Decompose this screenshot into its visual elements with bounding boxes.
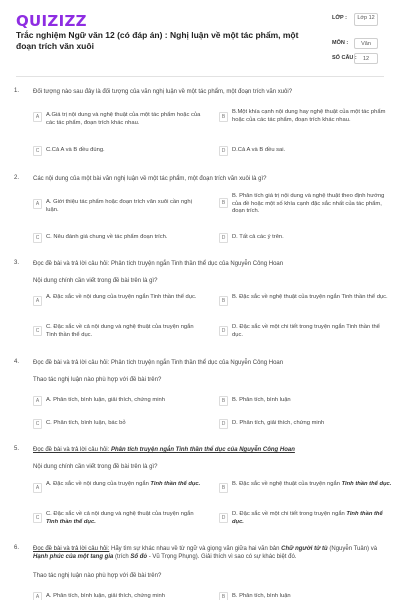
question-text [33, 545, 383, 561]
option-letter: A [33, 296, 42, 306]
quizizz-logo[interactable]: QUIZIZZ [16, 12, 87, 30]
class-value: Lớp 12 [354, 13, 378, 26]
option-text: B. Đặc sắc về nghệ thuật của truyện ngắn Tinh thần thể dục. [232, 294, 388, 300]
option-letter: A [33, 396, 42, 406]
option-letter: B [219, 112, 228, 122]
worksheet-title: Trắc nghiệm Ngữ văn 12 (có đáp án) : Nghị luận về một tác phẩm, một đoạn trích văn xuôi [16, 30, 299, 51]
question-part: - Vũ Trọng Phụng). Giải thích vì sao có sự khác biệt đó. [147, 554, 297, 560]
option-plain: B. Đặc sắc về nghệ thuật của truyện ngắn [232, 481, 342, 487]
option-text: A.Giá trị nội dung và nghệ thuật của một tác phẩm hoặc của các tác phẩm, đoạn trích khác nhau. [46, 112, 201, 126]
option-text: A. Phân tích, bình luận, giải thích, chứng minh [46, 397, 165, 403]
question-prompt: Nội dung chính cần viết trong đề bài trên là gì? [33, 278, 158, 284]
option-text: B.Một khía cạnh nội dung hay nghệ thuật của một tác phẩm hoặc của các tác phẩm, đoạn trích khác nhau. [232, 109, 386, 123]
class-row [332, 13, 392, 27]
option-letter: C [33, 146, 42, 156]
option-letter: A [33, 199, 42, 209]
option-text: C. Đặc sắc về cả nội dung và nghệ thuật của truyện ngắn Tinh thần thể dục. [46, 324, 194, 338]
question-emphasis: Hạnh phúc của một tang gia [33, 554, 114, 560]
subject-label: MÔN : [332, 40, 349, 46]
option-plain: D. Đặc sắc về một chi tiết trong truyện ngắn [232, 511, 347, 517]
question-lead: Đọc đề bài và trả lời câu hỏi: [33, 447, 111, 453]
option-text: C. Nêu đánh giá chung về tác phẩm đoạn trích. [46, 234, 168, 240]
option-letter: B [219, 396, 228, 406]
option-letter: B [219, 198, 228, 208]
option-letter: C [33, 513, 42, 523]
option-letter: D [219, 326, 228, 336]
count-row [332, 53, 392, 67]
option-text [232, 511, 392, 526]
question-number: 1. [14, 88, 20, 94]
option-emphasis: Tinh thần thể dục. [150, 481, 201, 487]
option-emphasis: Tinh thần thể dục. [232, 511, 383, 525]
question-text [33, 446, 383, 454]
option-text [46, 481, 206, 489]
option-letter: B [219, 592, 228, 600]
question-text: Các nội dung của một bài văn nghị luận về một tác phẩm, một đoạn trích văn xuôi là gì? [33, 176, 267, 182]
option-text: C.Cả A và B đều đúng. [46, 147, 105, 153]
option-text: B. Phân tích, bình luận [232, 593, 291, 599]
header-divider [16, 76, 384, 77]
question-number: 4. [14, 359, 20, 365]
option-letter: B [219, 296, 228, 306]
question-emphasis: Phân tích truyện ngắn Tinh thần thể dục của Nguyễn Công Hoan [110, 447, 295, 453]
question-number: 5. [14, 446, 20, 452]
option-text: A. Phân tích, bình luận, giải thích, chứng minh [46, 593, 165, 599]
question-text: Đọc đề bài và trả lời câu hỏi: Phân tích truyện ngắn Tinh thần thể dục của Nguyễn Công Hoan [33, 360, 284, 366]
option-letter: A [33, 483, 42, 493]
question-text: Đối tượng nào sau đây là đối tượng của văn nghị luận về một tác phẩm, một đoạn trích văn xuôi? [33, 89, 293, 95]
count-label: SỐ CÂU : [332, 55, 357, 61]
question-prompt: Thao tác nghị luận nào phù hợp với đề bài trên? [33, 573, 162, 579]
option-text: D. Phân tích, giải thích, chứng minh [232, 420, 325, 426]
option-letter: D [219, 513, 228, 523]
question-part: Hãy tìm sự khác nhau về từ ngữ và giọng văn giữa hai văn bản [109, 546, 282, 552]
option-text [46, 511, 206, 526]
question-emphasis: Số đỏ [130, 554, 148, 560]
subject-row [332, 38, 392, 52]
question-prompt: Thao tác nghị luận nào phù hợp với đề bài trên? [33, 377, 162, 383]
option-text: C. Phân tích, bình luận, bác bỏ [46, 420, 126, 426]
option-text: D.Cả A và B đều sai. [232, 147, 286, 153]
question-emphasis: Chữ người tử tù [281, 546, 328, 552]
option-text: B. Phân tích, bình luận [232, 397, 291, 403]
question-number: 6. [14, 545, 20, 551]
question-text: Đọc đề bài và trả lời câu hỏi: Phân tích truyện ngắn Tinh thần thể dục của Nguyễn Công Hoan [33, 261, 284, 267]
option-text: D. Tất cả các ý trên. [232, 234, 284, 240]
option-emphasis: Tinh thần thể dục. [341, 481, 392, 487]
option-plain: C. Đặc sắc về cả nội dung và nghệ thuật của truyện ngắn [46, 511, 194, 517]
option-text [232, 481, 392, 489]
question-lead: Đọc đề bài và trả lời câu hỏi: [33, 546, 110, 552]
worksheet-header [0, 0, 400, 78]
option-letter: C [33, 233, 42, 243]
subject-value: Văn [354, 38, 378, 49]
option-letter: A [33, 112, 42, 122]
option-text: B. Phân tích giá trị nội dung và nghệ thuật theo định hướng của đề hoặc một số khía cạnh đặc sắc nhất của tác phẩm, đoạn trích. [232, 193, 385, 214]
question-number: 3. [14, 260, 20, 266]
option-text: D. Đặc sắc về một chi tiết trong truyện ngắn Tinh thần thể dục. [232, 324, 380, 338]
question-part: (trích [113, 554, 131, 560]
question-prompt: Nội dung chính cần viết trong đề bài trên là gì? [33, 464, 158, 470]
option-letter: C [33, 326, 42, 336]
question-number: 2. [14, 175, 20, 181]
option-letter: D [219, 419, 228, 429]
option-letter: D [219, 233, 228, 243]
option-letter: C [33, 419, 42, 429]
option-plain: A. Đặc sắc về nội dung của truyện ngắn [46, 481, 151, 487]
class-label: LỚP : [332, 15, 347, 21]
count-value: 12 [354, 53, 378, 64]
question-part: (Nguyễn Tuân) và [327, 546, 378, 552]
option-text: A. Đặc sắc về nội dung của truyện ngắn Tinh thần thể dục. [46, 294, 197, 300]
option-letter: D [219, 146, 228, 156]
option-emphasis: Tinh thần thể dục. [46, 518, 96, 525]
option-letter: A [33, 592, 42, 600]
option-text: A. Giới thiệu tác phẩm hoặc đoạn trích văn xuôi cần nghị luận. [46, 199, 192, 213]
option-letter: B [219, 483, 228, 493]
